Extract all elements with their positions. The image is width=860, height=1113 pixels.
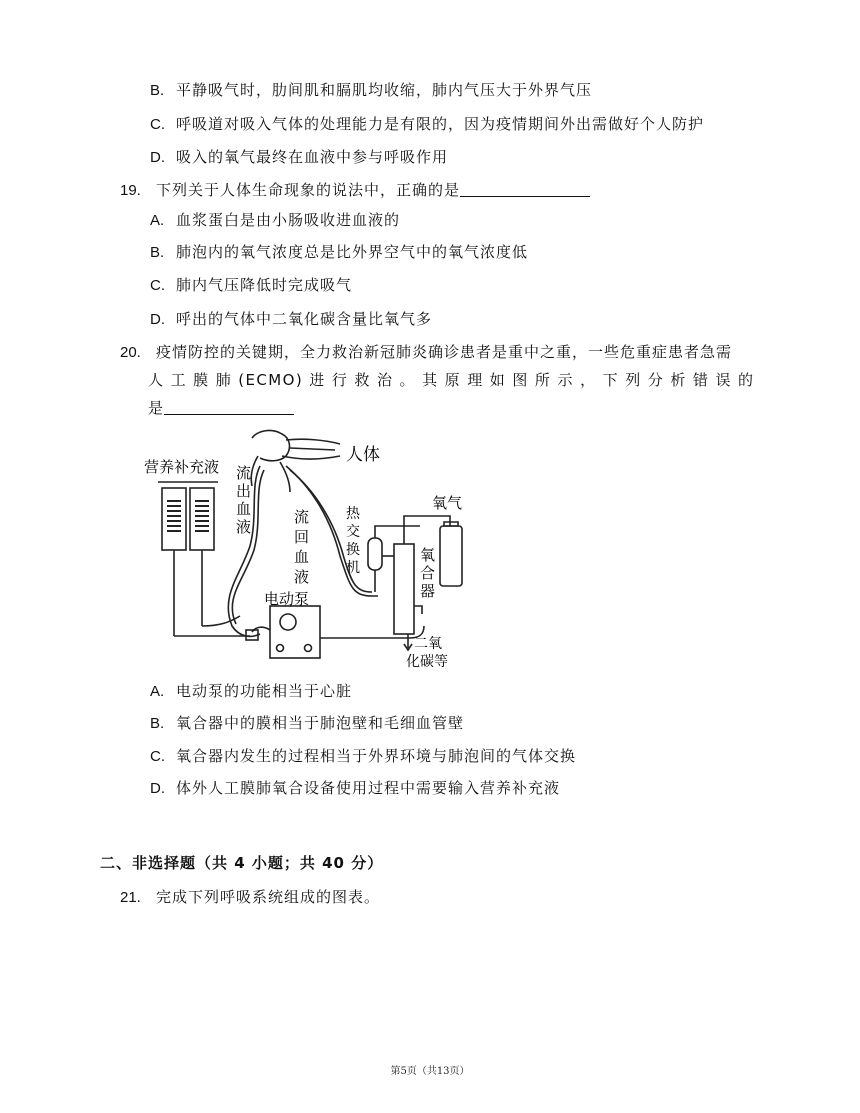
q20-stem-line2 [148, 370, 754, 390]
option-letter: D. [150, 780, 165, 797]
label-outflow-1: 流 [236, 464, 252, 482]
answer-blank [164, 398, 294, 415]
q20-option-c [150, 746, 576, 767]
option-letter: B. [150, 244, 165, 261]
q19-option-a [150, 210, 400, 231]
q20-stem-line1 [120, 342, 732, 363]
option-text: 电动泵的功能相当于心脏 [176, 682, 353, 700]
option-letter: B. [150, 715, 165, 732]
option-text: 氧合器中的膜相当于肺泡壁和毛细血管壁 [176, 714, 465, 732]
q20-stem-line3 [148, 398, 294, 418]
q19-option-b [150, 242, 528, 263]
oxygen-tank [440, 526, 462, 586]
label-outflow-3: 血 [236, 500, 252, 518]
option-text: 呼出的气体中二氧化碳含量比氧气多 [176, 310, 433, 328]
ecmo-diagram [140, 426, 480, 674]
question-text: 疫情防控的关键期，全力救治新冠肺炎确诊患者是重中之重，一些危重症患者急需 [156, 343, 733, 361]
label-co2: 二氧 化碳等 [406, 636, 448, 670]
label-oxygenator: 氧 合 器 [420, 546, 436, 600]
label-outflow-4: 液 [236, 518, 252, 536]
option-text: 平静吸气时，肋间肌和膈肌均收缩，肺内气压大于外界气压 [176, 81, 593, 99]
q19-option-c [150, 275, 352, 296]
q20-option-b [150, 713, 464, 734]
option-letter: C. [150, 116, 165, 133]
answer-blank [460, 180, 590, 197]
label-pump: 电动泵 [264, 590, 310, 608]
q20-option-a [150, 681, 352, 702]
page-footer: 第5页（共13页） [390, 1066, 470, 1077]
q19-stem [120, 180, 590, 201]
question-text: 下列关于人体生命现象的说法中，正确的是 [156, 181, 461, 199]
label-return: 流 回 血 液 [294, 508, 310, 586]
heat-exchanger [368, 538, 382, 570]
option-text: 氧合器内发生的过程相当于外界环境与肺泡间的气体交换 [176, 747, 577, 765]
label-oxygen: 氧气 [432, 494, 463, 512]
question-number: 21. [120, 889, 141, 906]
option-letter: A. [150, 212, 165, 229]
label-heat: 热 交 换 机 [346, 506, 360, 576]
option-text: 肺内气压降低时完成吸气 [176, 276, 353, 294]
label-body: 人体 [346, 445, 380, 465]
q21-stem [120, 887, 380, 908]
nutrient-bag-right [190, 488, 214, 550]
option-letter: C. [150, 748, 165, 765]
option-letter: D. [150, 149, 165, 166]
q18-option-c [150, 114, 704, 135]
option-letter: C. [150, 277, 165, 294]
option-text: 肺泡内的氧气浓度总是比外界空气中的氧气浓度低 [176, 243, 529, 261]
label-nutrient: 营养补充液 [144, 458, 220, 476]
section-title: 二、非选择题（共 4 小题；共 40 分） [100, 854, 384, 872]
option-letter: B. [150, 82, 165, 99]
q19-option-d [150, 309, 432, 330]
nutrient-bag-left [162, 488, 186, 550]
q20-option-d [150, 778, 560, 799]
option-text: 呼吸道对吸入气体的处理能力是有限的，因为疫情期间外出需做好个人防护 [176, 115, 705, 133]
q18-option-d [150, 147, 448, 168]
option-letter: A. [150, 683, 165, 700]
option-letter: D. [150, 311, 165, 328]
patient-arm [286, 439, 340, 444]
option-text: 体外人工膜肺氧合设备使用过程中需要输入营养补充液 [176, 779, 561, 797]
q18-option-b [150, 80, 592, 101]
option-text: 血浆蛋白是由小肠吸收进血液的 [176, 211, 401, 229]
oxygenator [394, 544, 414, 634]
question-number: 19. [120, 182, 141, 199]
question-text: 完成下列呼吸系统组成的图表。 [156, 888, 381, 906]
question-text: 人 工 膜 肺 (ECMO) 进 行 救 治 。 其 原 理 如 图 所 示 ， 下 列 分 析 错 误 的 [148, 371, 755, 389]
option-text: 吸入的氧气最终在血液中参与呼吸作用 [176, 148, 449, 166]
question-text: 是 [148, 399, 165, 417]
question-number: 20. [120, 344, 141, 361]
label-outflow-2: 出 [236, 482, 252, 500]
